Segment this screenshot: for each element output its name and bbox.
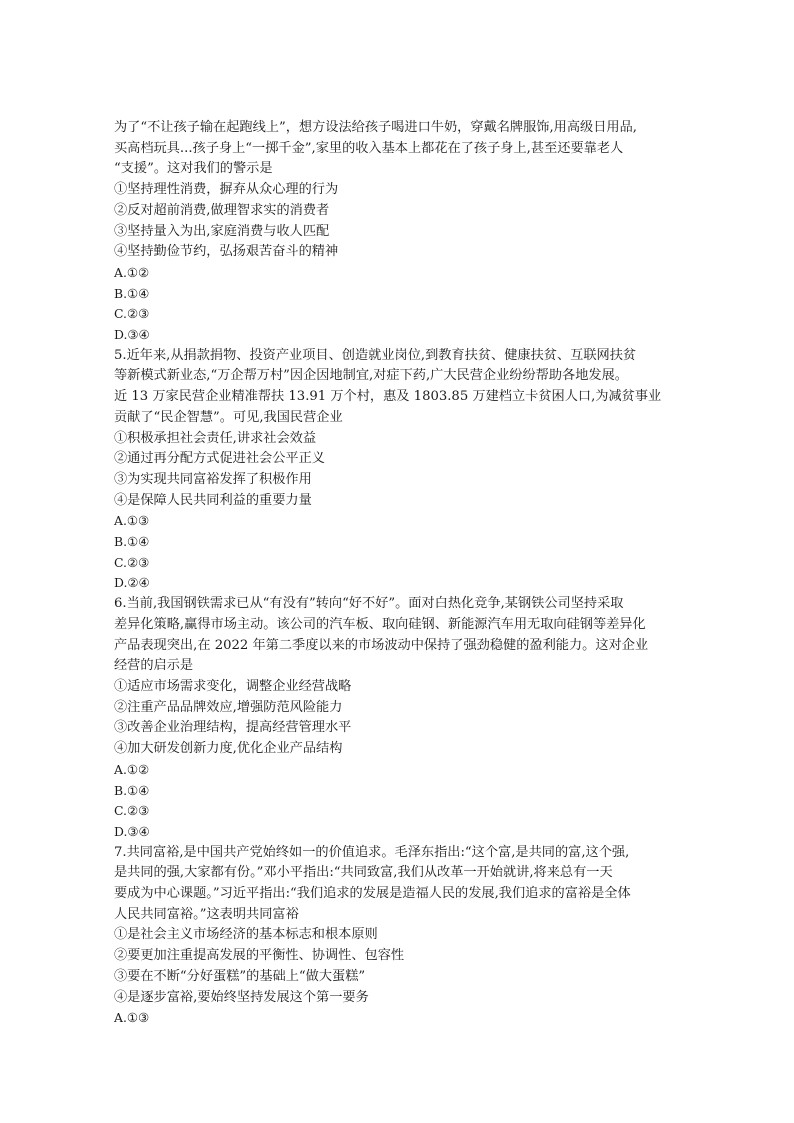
question-stem-line: 人民共同富裕。”这表明共同富裕 [114,906,299,922]
statement-3: ③改善企业治理结构，提高经营管理水平 [114,720,352,736]
option-c: C.②③ [114,803,150,819]
statement-4: ④是保障人民共同利益的重要力量 [114,492,312,508]
option-a: A.①③ [114,1010,150,1026]
question-7 [114,843,684,1029]
question-stem-line: 经营的启示是 [114,658,194,674]
question-stem-line: 差异化策略,赢得市场主动。该公司的汽车板、取向硅钢、新能源汽车用无取向硅钢等差异化 [114,616,646,632]
statement-4: ④加大研发创新力度,优化企业产品结构 [114,741,343,757]
option-a: A.①② [114,761,150,777]
statement-1: ①坚持理性消费，摒弃从众心理的行为 [114,182,339,198]
question-stem-line: 等新模式新业态,“万企帮万村”因企因地制宜,对症下药,广大民营企业纷纷帮助各地发展。 [114,368,628,384]
statement-3: ③要在不断“分好蛋糕”的基础上“做大蛋糕” [114,968,366,984]
statement-3: ③坚持量入为出,家庭消费与收人匹配 [114,223,330,239]
question-stem-line: 是共同的强,大家都有份。”邓小平指出:“共同致富,我们从改革一开始就讲,将来总有一天 [114,865,613,881]
question-6 [114,594,684,842]
statement-2: ②反对超前消费,做理智求实的消费者 [114,202,330,218]
option-d: D.③④ [114,327,150,343]
question-stem-line: 6.当前,我国钢铁需求已从“有没有”转向“好不好”。面对白热化竞争,某钢铁公司坚持采取 [114,596,624,612]
question-stem-line: 近 13 万家民营企业精准帮扶 13.91 万个村，惠及 1803.85 万建档立卡贫困人口,为减贫事业 [114,389,662,405]
option-b: B.①④ [114,782,150,798]
option-b: B.①④ [114,285,150,301]
option-c: C.②③ [114,554,150,570]
question-stem-line: 买高档玩具...孩子身上“一掷千金”,家里的收入基本上都花在了孩子身上,甚至还要靠老人 [114,140,624,156]
question-stem-line: “支援”。这对我们的警示是 [114,161,273,177]
statement-2: ②注重产品品牌效应,增强防范风险能力 [114,699,343,715]
question-stem-line: 7.共同富裕,是中国共产党始终如一的价值追求。毛泽东指出:“这个富,是共同的富,这个强, [114,844,630,860]
exam-page [114,118,684,1029]
question-4 [114,118,684,346]
option-d: D.②④ [114,575,150,591]
option-a: A.①② [114,264,150,280]
option-c: C.②③ [114,306,150,322]
question-stem-line: 要成为中心课题。”习近平指出:“我们追求的发展是造福人民的发展,我们追求的富裕是全体 [114,886,631,902]
statement-1: ①是社会主义市场经济的基本标志和根本原则 [114,927,378,943]
option-b: B.①④ [114,534,150,550]
question-stem-line: 贡献了“民企智慧”。可见,我国民营企业 [114,409,343,425]
statement-4: ④是逐步富裕,要始终坚持发展这个第一要务 [114,989,369,1005]
option-d: D.③④ [114,823,150,839]
statement-4: ④坚持勤俭节约，弘扬艰苦奋斗的精神 [114,244,339,260]
question-stem-line: 5.近年来,从捐款捐物、投资产业项目、创造就业岗位,到教育扶贫、健康扶贫、互联网扶贫 [114,347,637,363]
statement-1: ①积极承担社会责任,讲求社会效益 [114,430,317,446]
question-stem-line: 产品表现突出,在 2022 年第二季度以来的市场波动中保持了强劲稳健的盈利能力。这对企业 [114,637,649,653]
option-a: A.①③ [114,513,150,529]
question-stem-line: 为了“不让孩子输在起跑线上”，想方设法给孩子喝进口牛奶，穿戴名牌服饰,用高级日用品, [114,120,637,135]
statement-1: ①适应市场需求变化，调整企业经营战略 [114,678,352,694]
question-5 [114,346,684,594]
statement-2: ②要更加注重提高发展的平衡性、协调性、包容性 [114,948,405,964]
statement-2: ②通过再分配方式促进社会公平正义 [114,451,325,467]
statement-3: ③为实现共同富裕发挥了积极作用 [114,471,312,487]
